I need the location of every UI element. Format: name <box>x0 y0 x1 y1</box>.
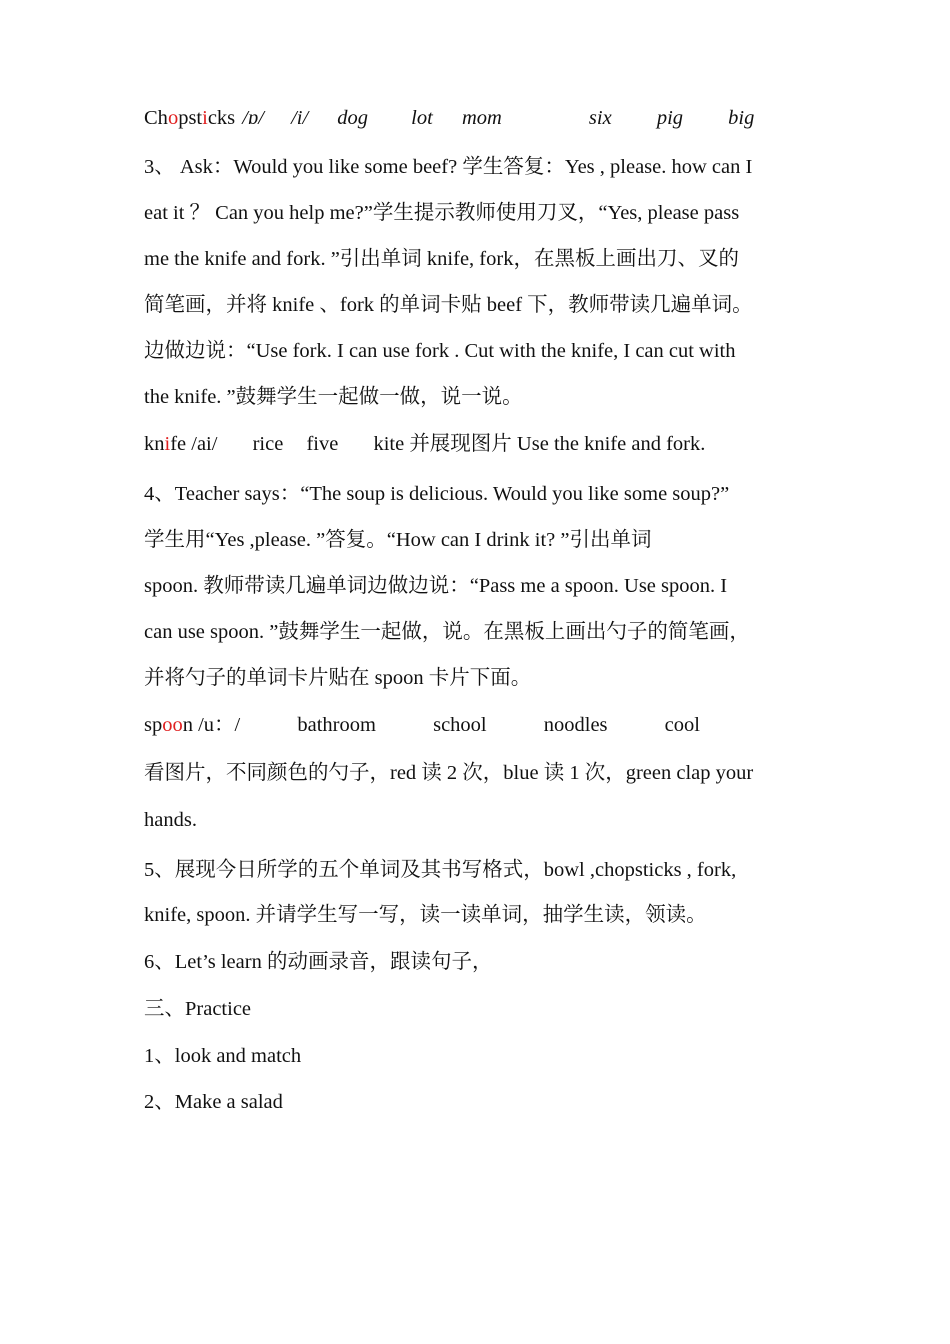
paragraph-3-line: the knife. ”鼓舞学生一起做一做，说一说。 <box>144 386 523 408</box>
paragraph-5-line: knife, spoon. 并请学生写一写，读一读单词，抽学生读，领读。 <box>144 904 707 926</box>
paragraph-3-line: 简笔画，并将 knife 、fork 的单词卡贴 beef 下，教师带读几遍单词。 <box>144 294 753 316</box>
highlight-letter: o <box>167 107 179 129</box>
phonics-note: 并展现图片 Use the knife and fork. <box>409 433 706 455</box>
paragraph-4-line: can use spoon. ”鼓舞学生一起做，说。在黑板上画出勺子的简笔画， <box>144 621 750 643</box>
ipa-symbol: /i/ <box>291 107 309 129</box>
paragraph-3-line: 边做边说：“Use fork. I can use fork . Cut with the knife, I can cut with <box>144 340 736 362</box>
example-word: dog <box>337 107 369 129</box>
highlight-letter: oo <box>162 714 183 736</box>
word-part: fe /ai/ <box>170 433 218 455</box>
example-word: kite <box>373 433 405 455</box>
word-part: cks <box>207 107 236 129</box>
phonics-line-o-i <box>144 106 824 130</box>
word-part: sp <box>144 714 163 736</box>
paragraph-4-line: 4、Teacher says：“The soup is delicious. Would you like some soup?” <box>144 483 730 505</box>
example-word: five <box>306 433 339 455</box>
example-word: noodles <box>543 714 608 736</box>
word-part: pst <box>178 107 203 129</box>
paragraph-5-line: 5、展现今日所学的五个单词及其书写格式，bowl ,chopsticks , fork, <box>144 859 737 881</box>
highlight-letter: i <box>202 107 208 129</box>
word-part: Ch <box>144 107 168 129</box>
example-word: big <box>728 107 755 129</box>
color-activity-line: hands. <box>144 809 197 831</box>
word-part: kn <box>144 433 165 455</box>
paragraph-3-line: eat it ？ Can you help me?”学生提示教师使用刀叉，“Yes, please pass <box>144 202 740 224</box>
example-word: six <box>588 107 612 129</box>
example-word: school <box>433 714 487 736</box>
phonics-line-u <box>144 713 824 737</box>
section-heading-practice: 三、Practice <box>144 998 252 1020</box>
word-part: n /u：/ <box>182 714 241 736</box>
highlight-letter: i <box>164 433 171 455</box>
example-word: rice <box>252 433 284 455</box>
example-word: mom <box>461 107 502 129</box>
example-word: bathroom <box>297 714 376 736</box>
paragraph-3-line: me the knife and fork. ”引出单词 knife, fork，在黑板上画出刀、叉的 <box>144 248 739 270</box>
example-word: cool <box>664 714 700 736</box>
example-word: lot <box>411 107 433 129</box>
example-word: pig <box>656 107 684 129</box>
paragraph-3-line: 3、 Ask：Would you like some beef? 学生答复：Yes , please. how can I <box>144 156 753 178</box>
paragraph-4-line: 学生用“Yes ,please. ”答复。“How can I drink it? ”引出单词 <box>144 529 652 551</box>
practice-item: 1、look and match <box>144 1045 302 1067</box>
paragraph-4-line: 并将勺子的单词卡片贴在 spoon 卡片下面。 <box>144 667 532 689</box>
phonics-line-ai <box>144 432 824 456</box>
color-activity-line: 看图片，不同颜色的勺子，red 读 2 次，blue 读 1 次，green clap your <box>144 762 754 784</box>
paragraph-6-line: 6、Let’s learn 的动画录音，跟读句子， <box>144 951 493 973</box>
paragraph-4-line: spoon. 教师带读几遍单词边做边说：“Pass me a spoon. Use spoon. I <box>144 575 728 597</box>
ipa-symbol: /ɒ/ <box>242 107 264 129</box>
practice-item: 2、Make a salad <box>144 1091 283 1113</box>
